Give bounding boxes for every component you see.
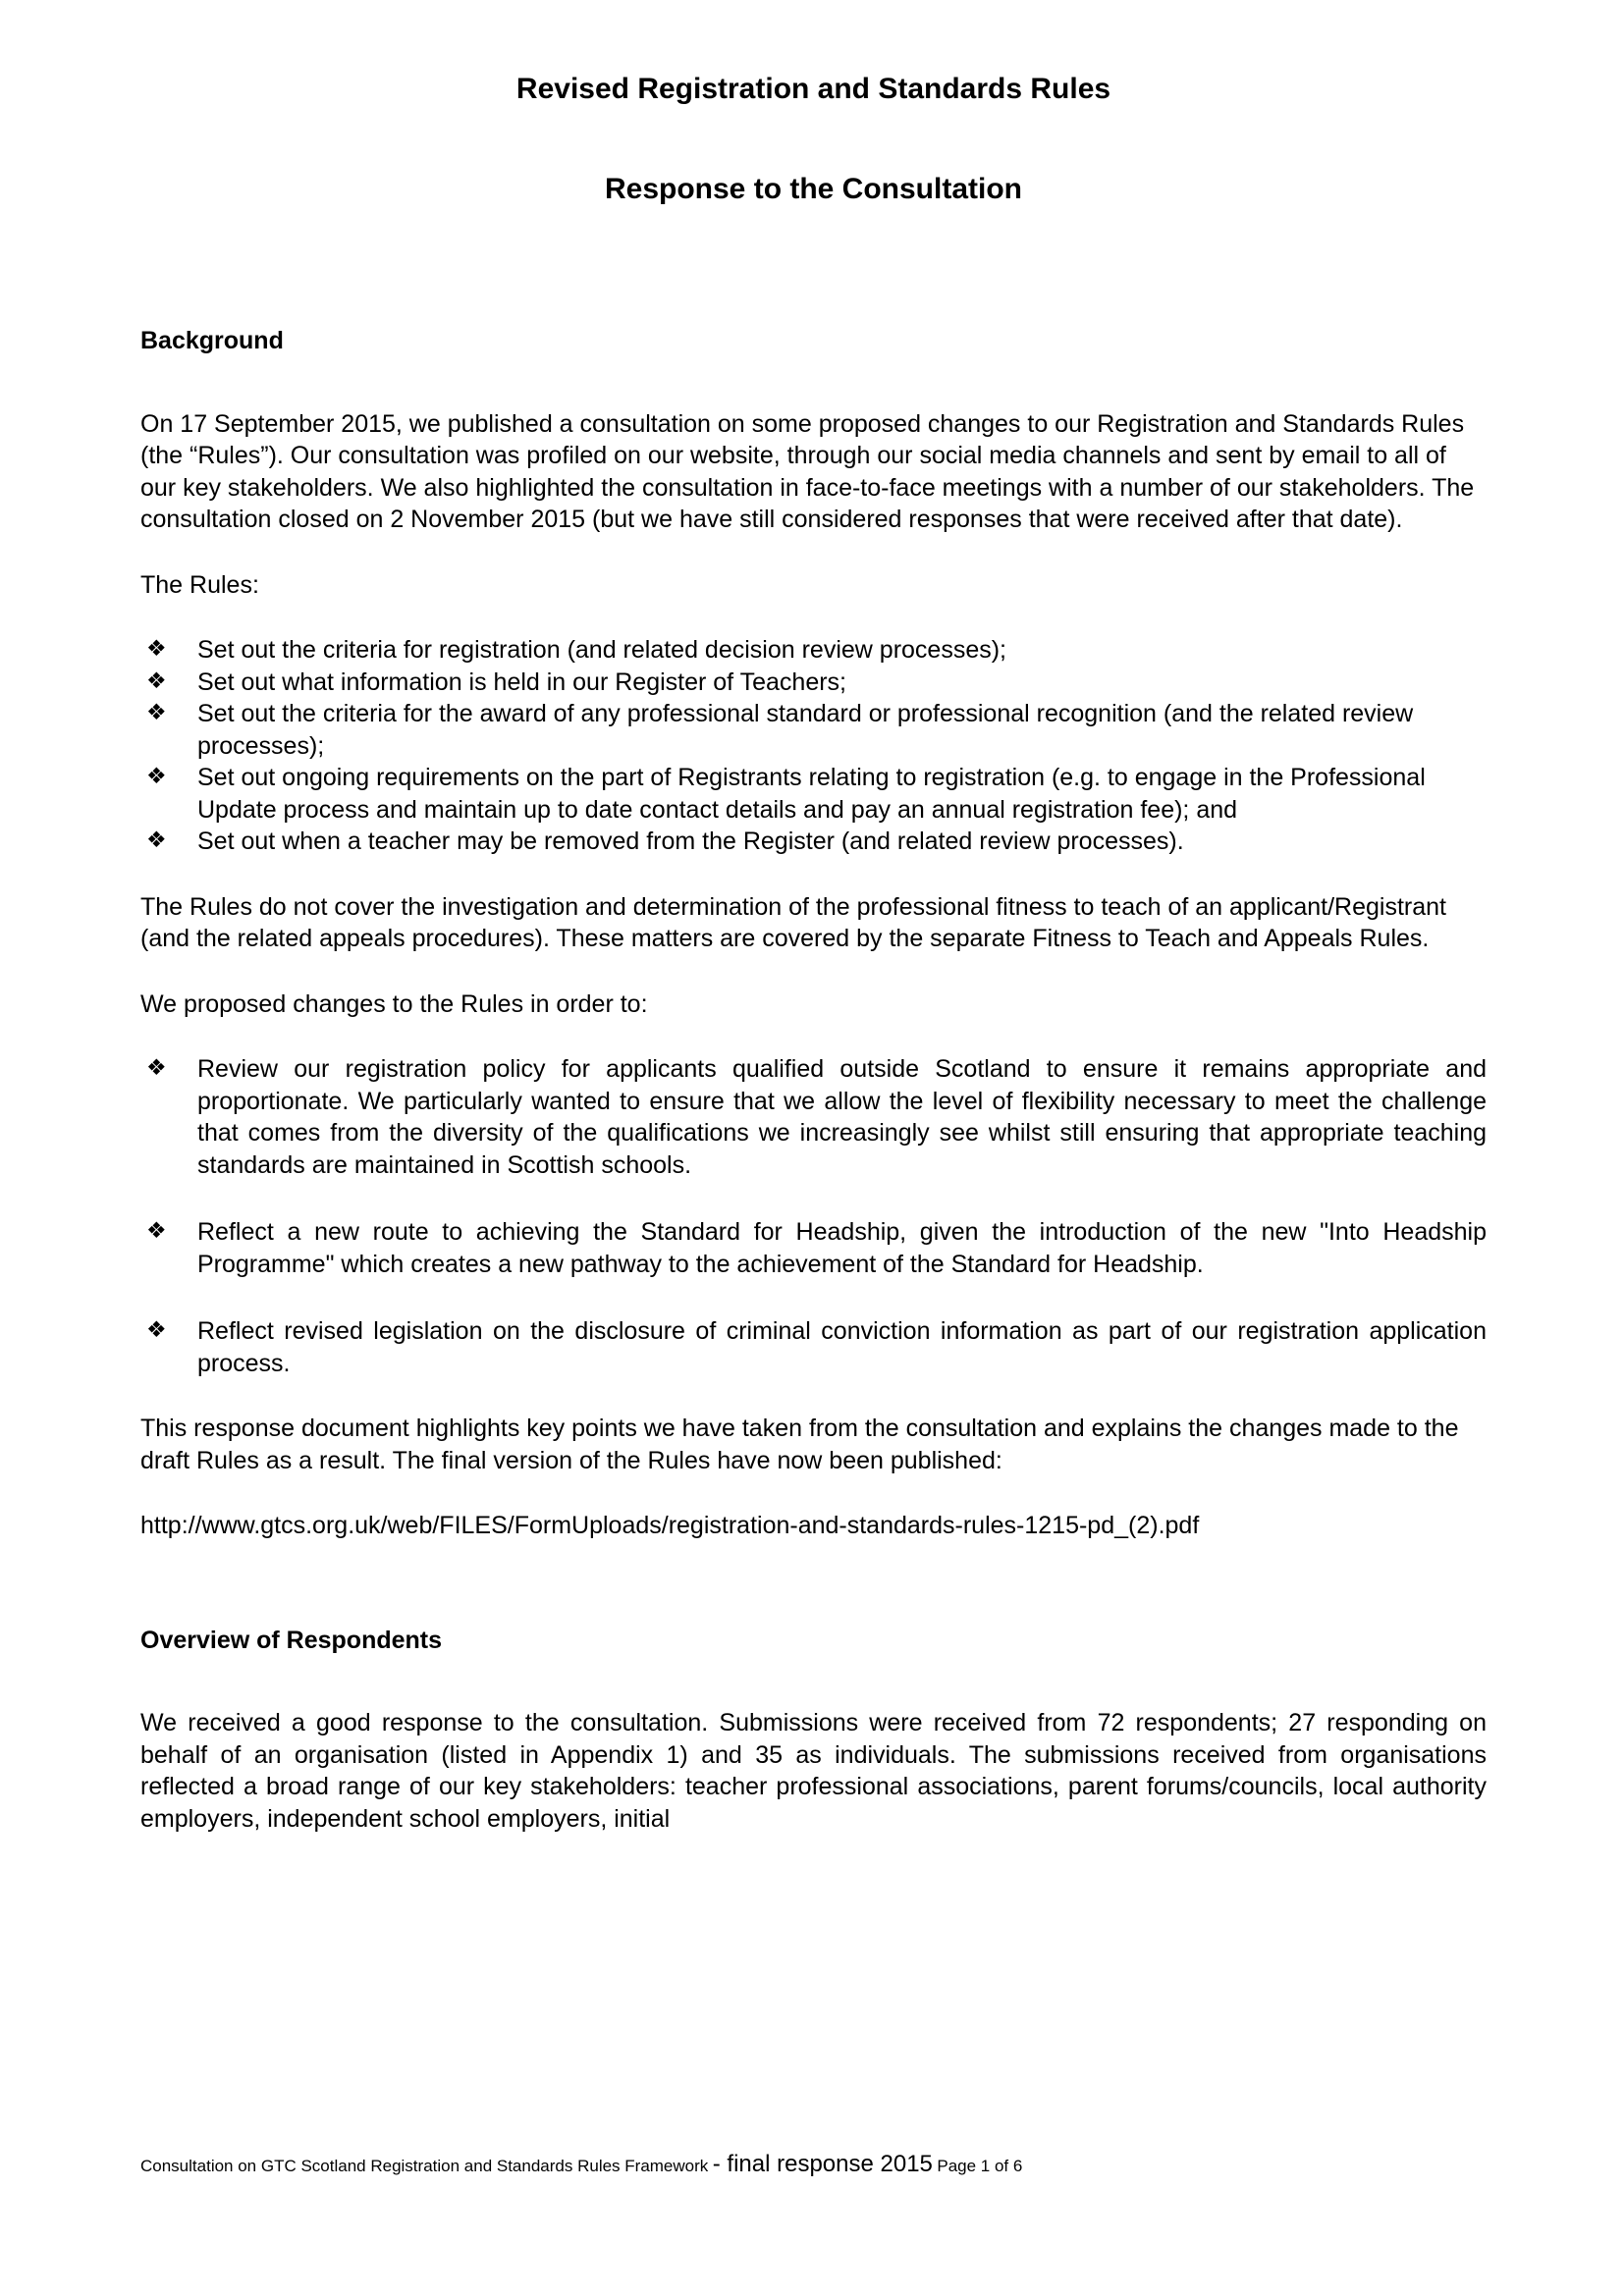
published-rules-url[interactable]: http://www.gtcs.org.uk/web/FILES/FormUploads/registration-and-standards-rules-1215-pd_(2).pdf [140, 1512, 1200, 1539]
footer-response-label: - final response 2015 [712, 2151, 933, 2177]
diamond-bullet-icon: ❖ [146, 1054, 167, 1080]
spacer [140, 1656, 1487, 1707]
list-item-label: Review our registration policy for applicants qualified outside Scotland to ensure it remains appropriate and proportionate. We particularly wanted to ensure that we allow the level of flexibility necessary to meet the challenge that comes from the diversity of the qualifications we increasingly see whilst still ensuring that appropriate teaching standards are maintained in Scottish schools. [197, 1055, 1487, 1179]
document-title: Revised Registration and Standards Rules [515, 73, 1111, 105]
list-item-label: Set out ongoing requirements on the part of Registrants relating to registration (e.g. to engage in the Professional Update process and maintain up to date contact details and pay an annual registration fee); and [197, 764, 1426, 824]
spacer [140, 207, 1487, 325]
list-item [140, 762, 1487, 826]
page-footer [140, 2151, 1487, 2178]
diamond-bullet-icon: ❖ [146, 667, 167, 693]
list-item [140, 1315, 1487, 1379]
list-item [140, 698, 1487, 762]
spacer [140, 955, 1487, 988]
spacer [140, 1542, 1487, 1625]
heading-overview-of-respondents: Overview of Respondents [140, 1626, 443, 1654]
spacer [140, 357, 1487, 408]
paragraph-not-covered: The Rules do not cover the investigation and determination of the professional fitness to teach of an applicant/Registrant (and the related appeals procedures). These matters are covered by the separate Fitness to Teach and Appeals Rules. [140, 892, 1446, 952]
list-item [140, 826, 1487, 858]
diamond-bullet-icon: ❖ [146, 1316, 167, 1342]
paragraph-overview: We received a good response to the consultation. Submissions were received from 72 respondents; 27 responding on behalf of an organisation (listed in Appendix 1) and 35 as individuals. The submissions received from organisations reflected a broad range of our key stakeholders: teacher professional associations, parent forums/councils, local authority employers, independent school employers, initial [140, 1709, 1487, 1833]
heading-background: Background [140, 327, 284, 354]
diamond-bullet-icon: ❖ [146, 1217, 167, 1243]
list-item-label: Set out when a teacher may be removed from the Register (and related review processes). [197, 828, 1184, 855]
footer-document-name: Consultation on GTC Scotland Registration and Standards Rules Framework [140, 2157, 709, 2175]
spacer [140, 858, 1487, 891]
list-item-label: Reflect revised legislation on the disclosure of criminal conviction information as part of our registration application process. [197, 1317, 1487, 1377]
list-rules [140, 634, 1487, 858]
list-item-label: Set out the criteria for the award of any professional standard or professional recognition (and the related review processes); [197, 700, 1414, 760]
diamond-bullet-icon: ❖ [146, 635, 167, 661]
paragraph-closing: This response document highlights key points we have taken from the consultation and explains the changes made to the draft Rules as a result. The final version of the Rules have now been published: [140, 1415, 1459, 1474]
list-item-label: Reflect a new route to achieving the Standard for Headship, given the introduction of the new "Into Headship Programme" which creates a new pathway to the achievement of the Standard for Headship. [197, 1218, 1487, 1278]
list-item [140, 667, 1487, 699]
spacer [140, 601, 1487, 634]
list-item-label: Set out the criteria for registration (and related decision review processes); [197, 636, 1006, 664]
footer-page-number: Page 1 of 6 [937, 2157, 1023, 2175]
diamond-bullet-icon: ❖ [146, 827, 167, 852]
paragraph-background-intro: On 17 September 2015, we published a consultation on some proposed changes to our Registration and Standards Rules (the “Rules”). Our consultation was profiled on our website, through our social media channels and sent by email to all of our key stakeholders. We also highlighted the consultation in face-to-face meetings with a number of our stakeholders. The consultation closed on 2 November 2015 (but we have still considered responses that were received after that date). [140, 409, 1475, 533]
list-item-label: Set out what information is held in our Register of Teachers; [197, 667, 846, 696]
list-item [140, 634, 1487, 667]
paragraph-changes-lead-in: We proposed changes to the Rules in order to: [140, 989, 648, 1018]
document-subtitle: Response to the Consultation [604, 172, 1022, 205]
list-item [140, 1053, 1487, 1181]
spacer [140, 536, 1487, 569]
spacer [140, 1476, 1487, 1510]
list-proposed-changes [140, 1053, 1487, 1379]
spacer [140, 1379, 1487, 1413]
diamond-bullet-icon: ❖ [146, 699, 167, 724]
list-item [140, 1216, 1487, 1280]
paragraph-rules-lead-in: The Rules: [140, 570, 259, 599]
diamond-bullet-icon: ❖ [146, 763, 167, 788]
spacer [140, 1020, 1487, 1053]
